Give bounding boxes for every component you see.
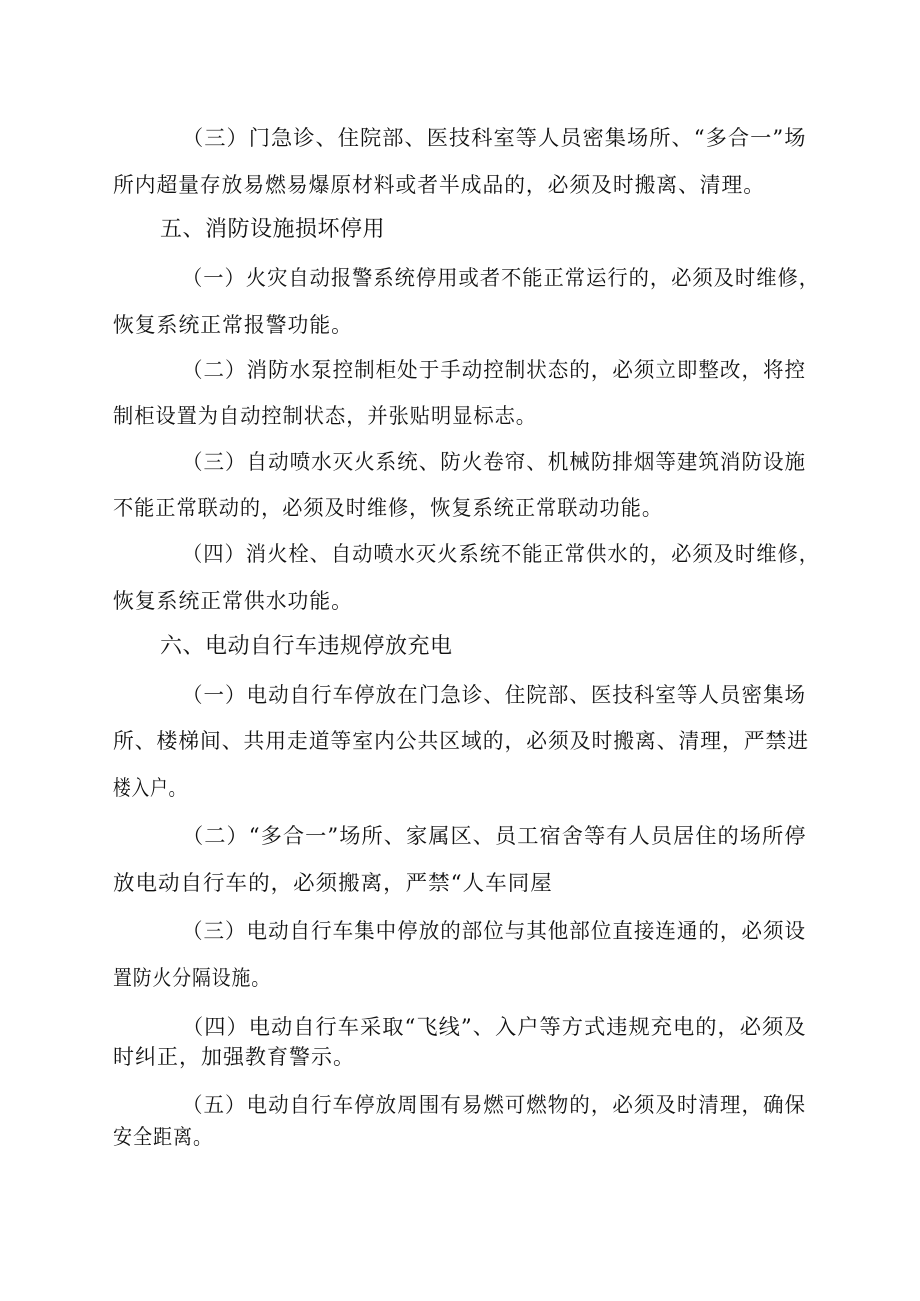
- paragraph-line: （五）电动自行车停放周围有易燃可燃物的，必须及时清理，确保: [182, 1093, 806, 1117]
- paragraph-line: 所、楼梯间、共用走道等室内公共区域的，必须及时搬离、清理，严禁进: [113, 729, 809, 753]
- paragraph-line: 时纠正，加强教育警示。: [113, 1045, 355, 1069]
- paragraph-line: （一）火灾自动报警系统停用或者不能正常运行的，必须及时维修，: [182, 266, 820, 290]
- paragraph-line: 制柜设置为自动控制状态，并张贴明显标志。: [113, 404, 537, 428]
- section-heading-5: 五、消防设施损坏停用: [160, 217, 386, 242]
- paragraph-line: 不能正常联动的，必须及时维修，恢复系统正常联动功能。: [113, 496, 663, 520]
- paragraph-line: （二）“多合一”场所、家属区、员工宿舍等有人员居住的场所停: [182, 824, 807, 848]
- paragraph-line: 恢复系统正常供水功能。: [113, 589, 353, 613]
- paragraph-line: （二）消防水泵控制柜处于手动控制状态的，必须立即整改，将控: [182, 358, 806, 382]
- paragraph-line: 楼入户。: [113, 776, 187, 800]
- paragraph-line: 所内超量存放易燃易爆原材料或者半成品的，必须及时搬离、清理。: [113, 173, 765, 197]
- paragraph-line: 置防火分隔设施。: [113, 966, 271, 990]
- paragraph-line: 恢复系统正常报警功能。: [113, 313, 353, 337]
- paragraph-line: （三）门急诊、住院部、医技科室等人员密集场所、“多合一”场: [182, 126, 807, 150]
- paragraph-line: （四）消火栓、自动喷水灭火系统不能正常供水的，必须及时维修，: [182, 542, 820, 566]
- paragraph-line: （一）电动自行车停放在门急诊、住院部、医技科室等人员密集场: [182, 683, 806, 707]
- paragraph-line: 放电动自行车的，必须搬离，严禁“人车同屋: [113, 871, 553, 895]
- section-heading-6: 六、电动自行车违规停放充电: [160, 634, 453, 659]
- paragraph-line: （四）电动自行车采取“飞线”、入户等方式违规充电的，必须及: [182, 1015, 807, 1039]
- paragraph-line: 安全距离。: [113, 1125, 213, 1149]
- paragraph-line: （三）电动自行车集中停放的部位与其他部位直接连通的，必须设: [182, 919, 806, 943]
- paragraph-line: （三）自动喷水灭火系统、防火卷帘、机械防排烟等建筑消防设施: [182, 450, 806, 474]
